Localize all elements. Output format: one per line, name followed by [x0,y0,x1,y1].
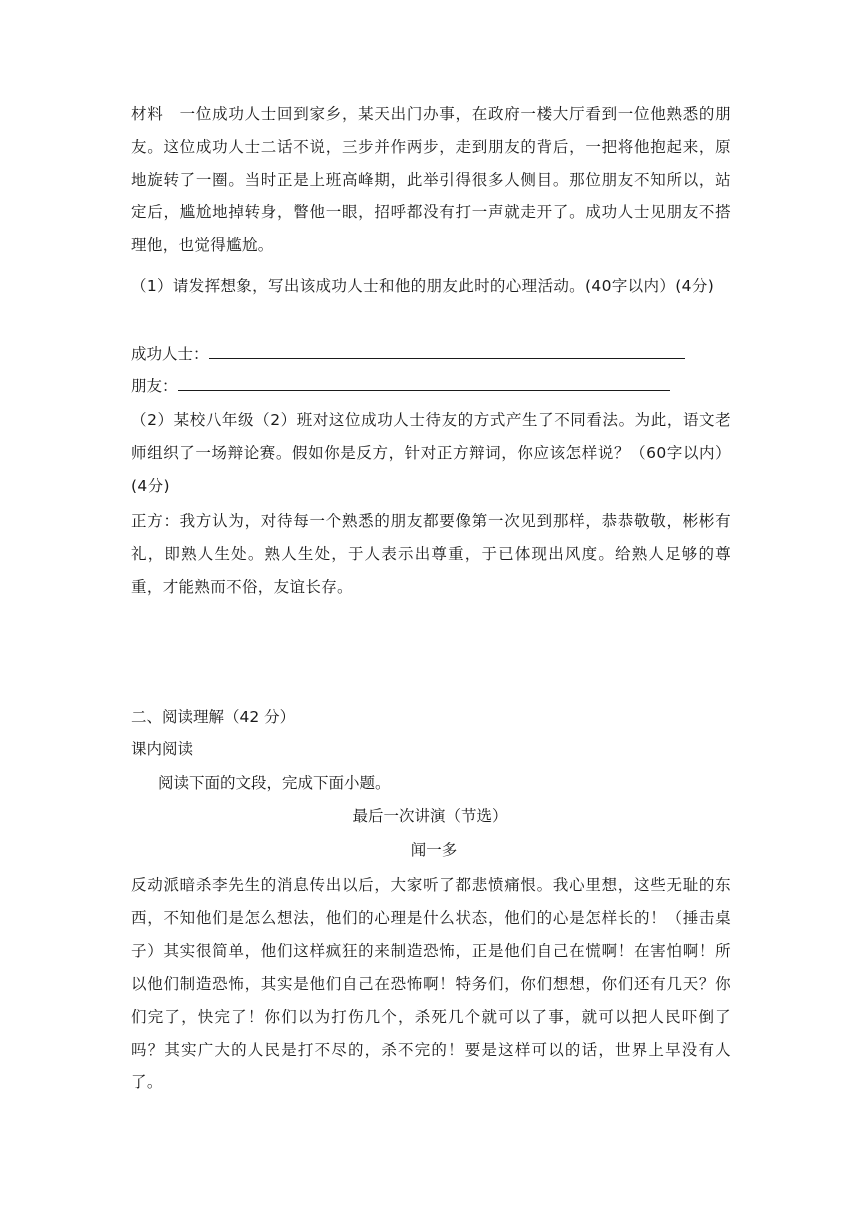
section-title: 二、阅读理解（42 分） [131,708,296,726]
article-title: 最后一次讲演（节选） [352,807,508,825]
question-1: （1）请发挥想象，写出该成功人士和他的朋友此时的心理活动。(40字以内）(4分) [131,277,715,295]
material-paragraph: 材料 一位成功人士回到家乡，某天出门办事，在政府一楼大厅看到一位他熟悉的朋友。这位成功人士二话不说，三步并作两步，走到朋友的背后，一把将他抱起来，原地旋转了一圈。当时正是上班高峰期，此举引得很多人侧目。那位朋友不知所以，站定后，尴尬地掉转身，瞥他一眼，招呼都没有打一声就走开了。成功人士见朋友不搭理他，也觉得尴尬。 [131,105,731,255]
proposition-paragraph: 正方：我方认为，对待每一个熟悉的朋友都要像第一次见到那样，恭恭敬敬，彬彬有礼，即熟人生处。熟人生处，于人表示出尊重，于已体现出风度。给熟人足够的尊重，才能熟而不俗，友谊长存。 [131,512,731,596]
article-author: 闻一多 [410,841,458,859]
answer-row-friend [131,370,670,400]
article-body: 反动派暗杀李先生的消息传出以后，大家听了都悲愤痛恨。我心里想，这些无耻的东西，不知他们是怎么想法，他们的心理是什么状态，他们的心是怎样长的！（捶击桌子）其实很简单，他们这样疯狂的来制造恐怖，正是他们自己在慌啊！在害怕啊！所以他们制造恐怖，其实是他们自己在恐怖啊！特务们，你们想想，你们还有几天？你们完了，快完了！你们以为打伤几个，杀死几个就可以了事，就可以把人民吓倒了吗？其实广大的人民是打不尽的，杀不完的！要是这样可以的话，世界上早没有人了。 [131,876,731,1092]
subsection-title: 课内阅读 [131,740,194,758]
answer-label-friend: 朋友： [131,377,178,395]
answer-blank-success[interactable] [209,338,685,359]
instruction: 阅读下面的文段，完成下面小题。 [158,774,391,792]
question-2: （2）某校八年级（2）班对这位成功人士待友的方式产生了不同看法。为此，语文老师组织了一场辩论赛。假如你是反方，针对正方辩词，你应该怎样说？（60字以内）(4分) [131,411,731,495]
answer-row-success [131,338,685,368]
answer-blank-friend[interactable] [178,370,670,391]
answer-label-success: 成功人士： [131,345,209,363]
